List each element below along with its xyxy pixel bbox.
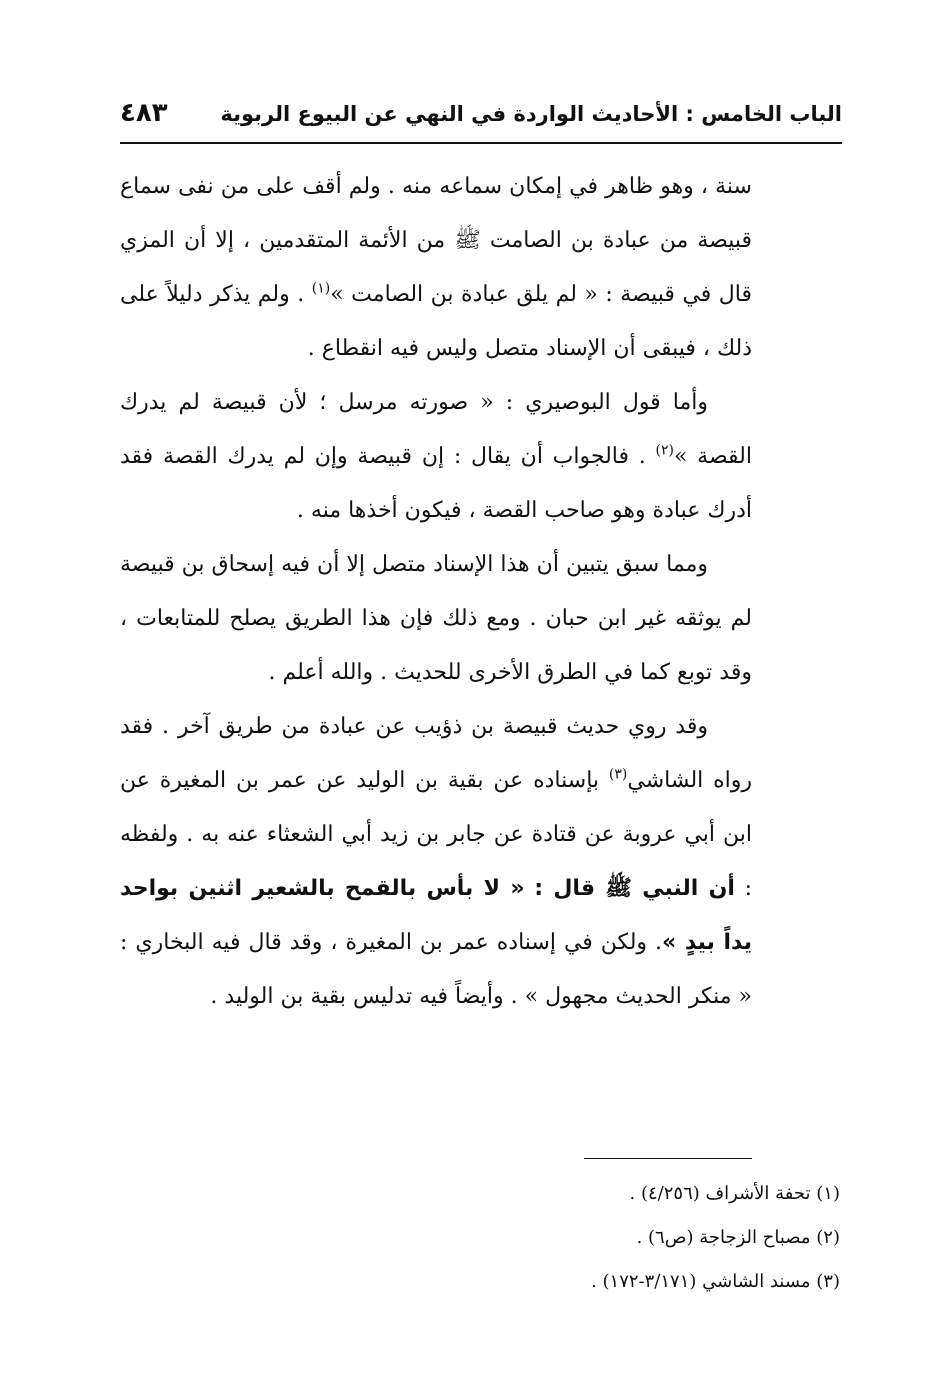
hadith-text: « لا بأس بالقمح بالشعير اثنين بواحد يداً بيدٍ » <box>120 876 752 955</box>
paragraph-4-text-b: بإسناده عن بقية بن الوليد عن عمر بن المغيرة عن ابن أبي عروبة عن قتادة عن جابر بن زيد أبي الشعثاء عنه به . ولفظه : <box>120 768 753 901</box>
footnote-ref-2[interactable]: (٢) <box>655 442 674 459</box>
paragraph-4-text-a: وقد روي حديث قبيصة بن ذؤيب عن عبادة من طريق آخر . فقد رواه الشاشي <box>120 714 753 793</box>
paragraph-1-text: سنة ، وهو ظاهر في إمكان سماعه منه . ولم أقف على من نفى سماع قبيصة من عبادة بن الصامت ﷺ من الأئمة المتقدمين ، إلا أن المزي قال في قبيصة : « لم يلق عبادة بن الصامت » <box>120 174 752 307</box>
footnote-divider <box>584 1158 752 1159</box>
footnote-3: (٣) مسند الشاشي (٣/١٧١-١٧٢) . <box>591 1271 840 1292</box>
footnote-ref-3[interactable]: (٣) <box>608 766 628 783</box>
paragraph-2 <box>120 376 752 538</box>
header-divider <box>120 142 842 144</box>
paragraph-4 <box>120 700 752 1024</box>
paragraph-3: ومما سبق يتبين أن هذا الإسناد متصل إلا أن فيه إسحاق بن قبيصة لم يوثقه غير ابن حبان . ومع ذلك فإن هذا الطريق يصلح للمتابعات ، وقد توبع كما في الطرق الأخرى للحديث . والله أعلم . <box>120 552 752 685</box>
hadith-attribution: أن النبي ﷺ قال : <box>534 876 735 901</box>
page-number: ٤٨٣ <box>120 98 168 128</box>
footnotes <box>300 1172 840 1304</box>
footnote-2: (٢) مصباح الزجاجة (ص٦) . <box>636 1227 840 1248</box>
paragraph-1 <box>120 160 752 376</box>
paragraph-1-end: . ولم يذكر دليلاً على ذلك ، فيبقى أن الإسناد متصل وليس فيه انقطاع . <box>120 282 752 361</box>
footnote-ref-1[interactable]: (١) <box>311 280 331 297</box>
paragraph-2-text: وأما قول البوصيري : « صورته مرسل ؛ لأن قبيصة لم يدرك القصة » <box>120 390 752 469</box>
chapter-title: الباب الخامس : الأحاديث الواردة في النهي عن البيوع الربوية <box>220 102 842 126</box>
footnote-1: (١) تحفة الأشراف (٤/٢٥٦) . <box>629 1183 840 1204</box>
paragraph-4-text-c: . ولكن في إسناده عمر بن المغيرة ، وقد قال فيه البخاري : « منكر الحديث مجهول » . وأيضاً فيه تدليس بقية بن الوليد . <box>120 930 752 1009</box>
paragraph-2-end: . فالجواب أن يقال : إن قبيصة وإن لم يدرك القصة فقد أدرك عبادة وهو صاحب القصة ، فيكون أخذها منه . <box>120 444 752 523</box>
running-header <box>120 96 842 136</box>
body-text <box>120 160 752 1024</box>
